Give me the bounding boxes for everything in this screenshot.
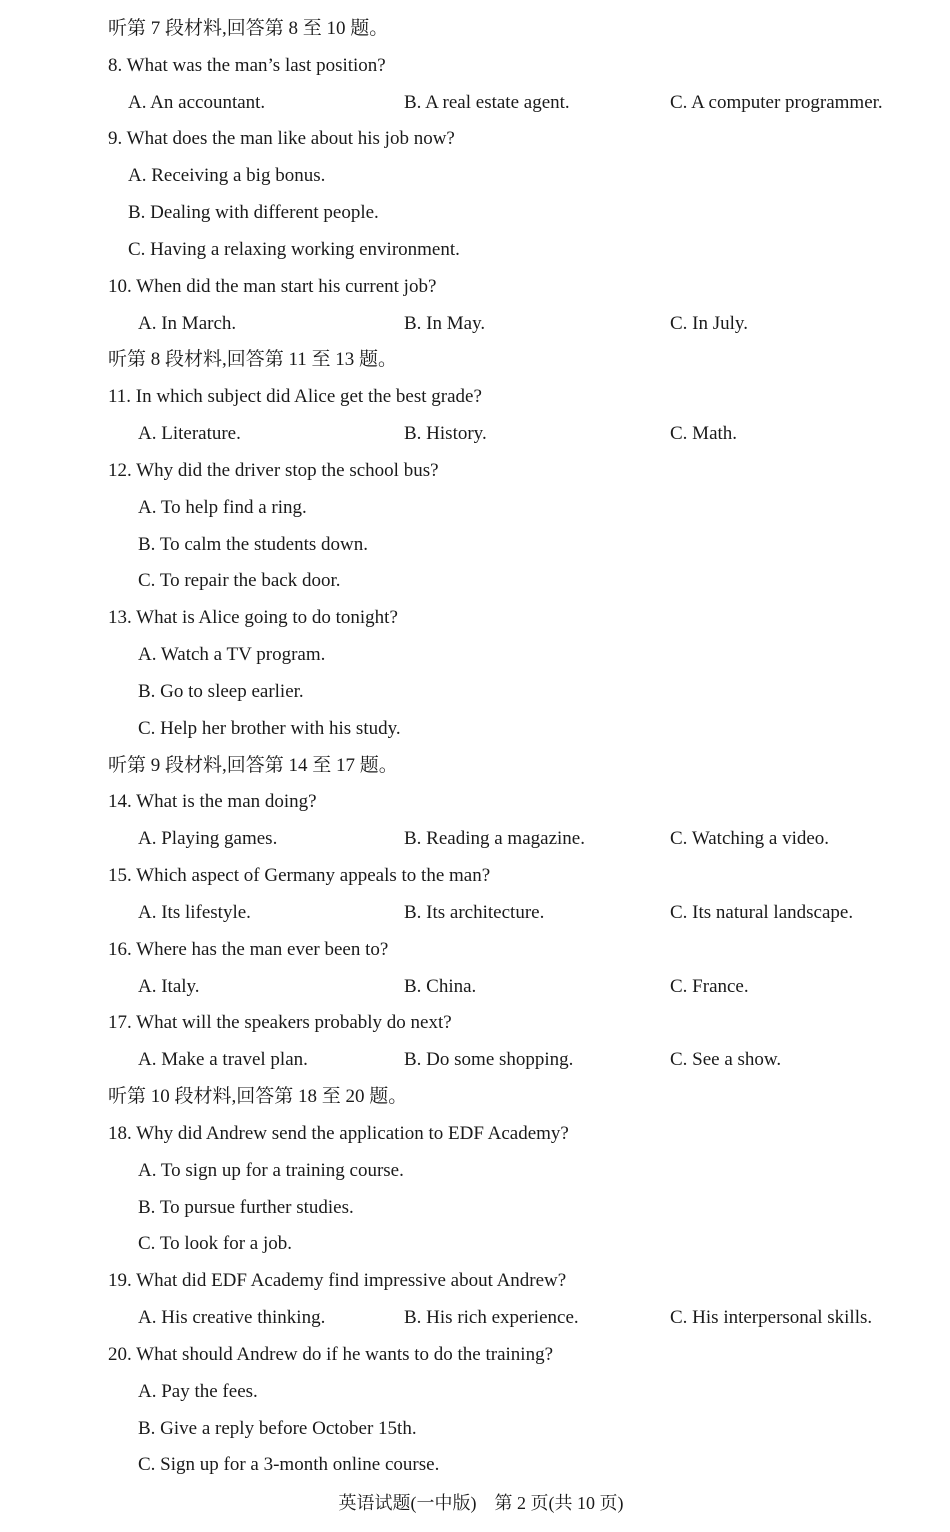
answer-option: B. Give a reply before October 15th. xyxy=(138,1417,417,1439)
answer-option: C. France. xyxy=(670,975,749,997)
text-line xyxy=(0,824,950,854)
answer-option: A. His creative thinking. xyxy=(138,1307,326,1329)
answer-option: C. Help her brother with his study. xyxy=(138,717,401,739)
text-line xyxy=(0,787,950,817)
answer-option: C. Math. xyxy=(670,423,738,445)
answer-option: C. Having a relaxing working environment. xyxy=(128,238,460,260)
text-line xyxy=(0,1008,950,1038)
text-line xyxy=(0,1156,950,1186)
answer-option: A. Its lifestyle. xyxy=(138,901,251,923)
answer-option: B. China. xyxy=(404,975,477,997)
answer-option: A. An accountant. xyxy=(128,91,266,113)
text-line xyxy=(0,1193,950,1223)
text-line xyxy=(0,456,950,486)
section-heading: 听第 10 段材料,回答第 18 至 20 题。 xyxy=(108,1086,408,1108)
answer-option: C. In July. xyxy=(670,312,748,334)
answer-option: C. A computer programmer. xyxy=(670,91,883,113)
text-line xyxy=(0,1414,950,1444)
text-line xyxy=(0,1303,950,1333)
answer-option: B. Its architecture. xyxy=(404,901,545,923)
text-line xyxy=(0,677,950,707)
answer-option: C. Watching a video. xyxy=(670,828,830,850)
page-footer: 英语试题(一中版) 第 2 页(共 10 页) xyxy=(338,1493,624,1513)
text-line xyxy=(0,603,950,633)
text-line xyxy=(0,419,950,449)
text-line xyxy=(0,1450,950,1480)
answer-option: B. In May. xyxy=(404,312,486,334)
text-line xyxy=(0,309,950,339)
text-line xyxy=(0,861,950,891)
text-line xyxy=(0,640,950,670)
answer-option: B. To calm the students down. xyxy=(138,533,368,555)
text-line xyxy=(0,1229,950,1259)
text-line xyxy=(0,272,950,302)
text-line xyxy=(0,898,950,928)
answer-option: B. Dealing with different people. xyxy=(128,202,379,224)
text-line xyxy=(0,382,950,412)
answer-option: A. To help find a ring. xyxy=(138,496,307,518)
answer-option: B. Do some shopping. xyxy=(404,1049,574,1071)
answer-option: A. In March. xyxy=(138,312,237,334)
answer-option: B. A real estate agent. xyxy=(404,91,570,113)
answer-option: A. Pay the fees. xyxy=(138,1380,258,1402)
text-line xyxy=(0,51,950,81)
question-text: 16. Where has the man ever been to? xyxy=(108,938,389,960)
text-line xyxy=(0,751,950,781)
answer-option: A. Receiving a big bonus. xyxy=(128,165,326,187)
question-text: 14. What is the man doing? xyxy=(108,791,317,813)
question-text: 15. Which aspect of Germany appeals to the man? xyxy=(108,865,491,887)
text-line xyxy=(0,345,950,375)
section-heading: 听第 9 段材料,回答第 14 至 17 题。 xyxy=(108,754,398,776)
answer-option: C. See a show. xyxy=(670,1049,782,1071)
text-line xyxy=(0,14,950,44)
answer-option: C. To repair the back door. xyxy=(138,570,341,592)
text-line xyxy=(0,1119,950,1149)
text-line xyxy=(0,714,950,744)
section-heading: 听第 7 段材料,回答第 8 至 10 题。 xyxy=(108,18,389,39)
text-line xyxy=(0,1377,950,1407)
answer-option: A. Make a travel plan. xyxy=(138,1049,308,1071)
text-line xyxy=(0,124,950,154)
question-text: 9. What does the man like about his job now? xyxy=(108,128,455,150)
question-text: 8. What was the man’s last position? xyxy=(108,54,386,76)
answer-option: C. His interpersonal skills. xyxy=(670,1307,873,1329)
text-line xyxy=(0,530,950,560)
question-text: 17. What will the speakers probably do next? xyxy=(108,1012,452,1034)
question-text: 18. Why did Andrew send the application to EDF Academy? xyxy=(108,1122,569,1144)
question-text: 20. What should Andrew do if he wants to do the training? xyxy=(108,1343,554,1365)
question-text: 13. What is Alice going to do tonight? xyxy=(108,607,398,629)
text-line xyxy=(0,1266,950,1296)
answer-option: A. Playing games. xyxy=(138,828,278,850)
text-line xyxy=(0,88,950,118)
answer-option: C. To look for a job. xyxy=(138,1233,293,1255)
question-text: 11. In which subject did Alice get the best grade? xyxy=(108,386,482,408)
question-text: 12. Why did the driver stop the school bus? xyxy=(108,459,439,481)
answer-option: C. Its natural landscape. xyxy=(670,901,854,923)
answer-option: A. Watch a TV program. xyxy=(138,644,326,666)
text-line xyxy=(0,1082,950,1112)
answer-option: B. To pursue further studies. xyxy=(138,1196,354,1218)
answer-option: B. History. xyxy=(404,423,487,445)
answer-option: A. To sign up for a training course. xyxy=(138,1159,404,1181)
text-line xyxy=(0,235,950,265)
answer-option: B. Reading a magazine. xyxy=(404,828,585,850)
answer-option: B. Go to sleep earlier. xyxy=(138,680,304,702)
text-line xyxy=(0,935,950,965)
text-line xyxy=(0,1045,950,1075)
answer-option: A. Literature. xyxy=(138,423,241,445)
text-line xyxy=(0,161,950,191)
answer-option: B. His rich experience. xyxy=(404,1307,579,1329)
text-line xyxy=(0,198,950,228)
question-text: 10. When did the man start his current job? xyxy=(108,275,437,297)
section-heading: 听第 8 段材料,回答第 11 至 13 题。 xyxy=(108,349,398,371)
text-line xyxy=(0,566,950,596)
text-line xyxy=(0,972,950,1002)
answer-option: C. Sign up for a 3-month online course. xyxy=(138,1454,440,1476)
text-line xyxy=(0,493,950,523)
answer-option: A. Italy. xyxy=(138,975,200,997)
text-line xyxy=(0,1340,950,1370)
question-text: 19. What did EDF Academy find impressive about Andrew? xyxy=(108,1270,567,1292)
